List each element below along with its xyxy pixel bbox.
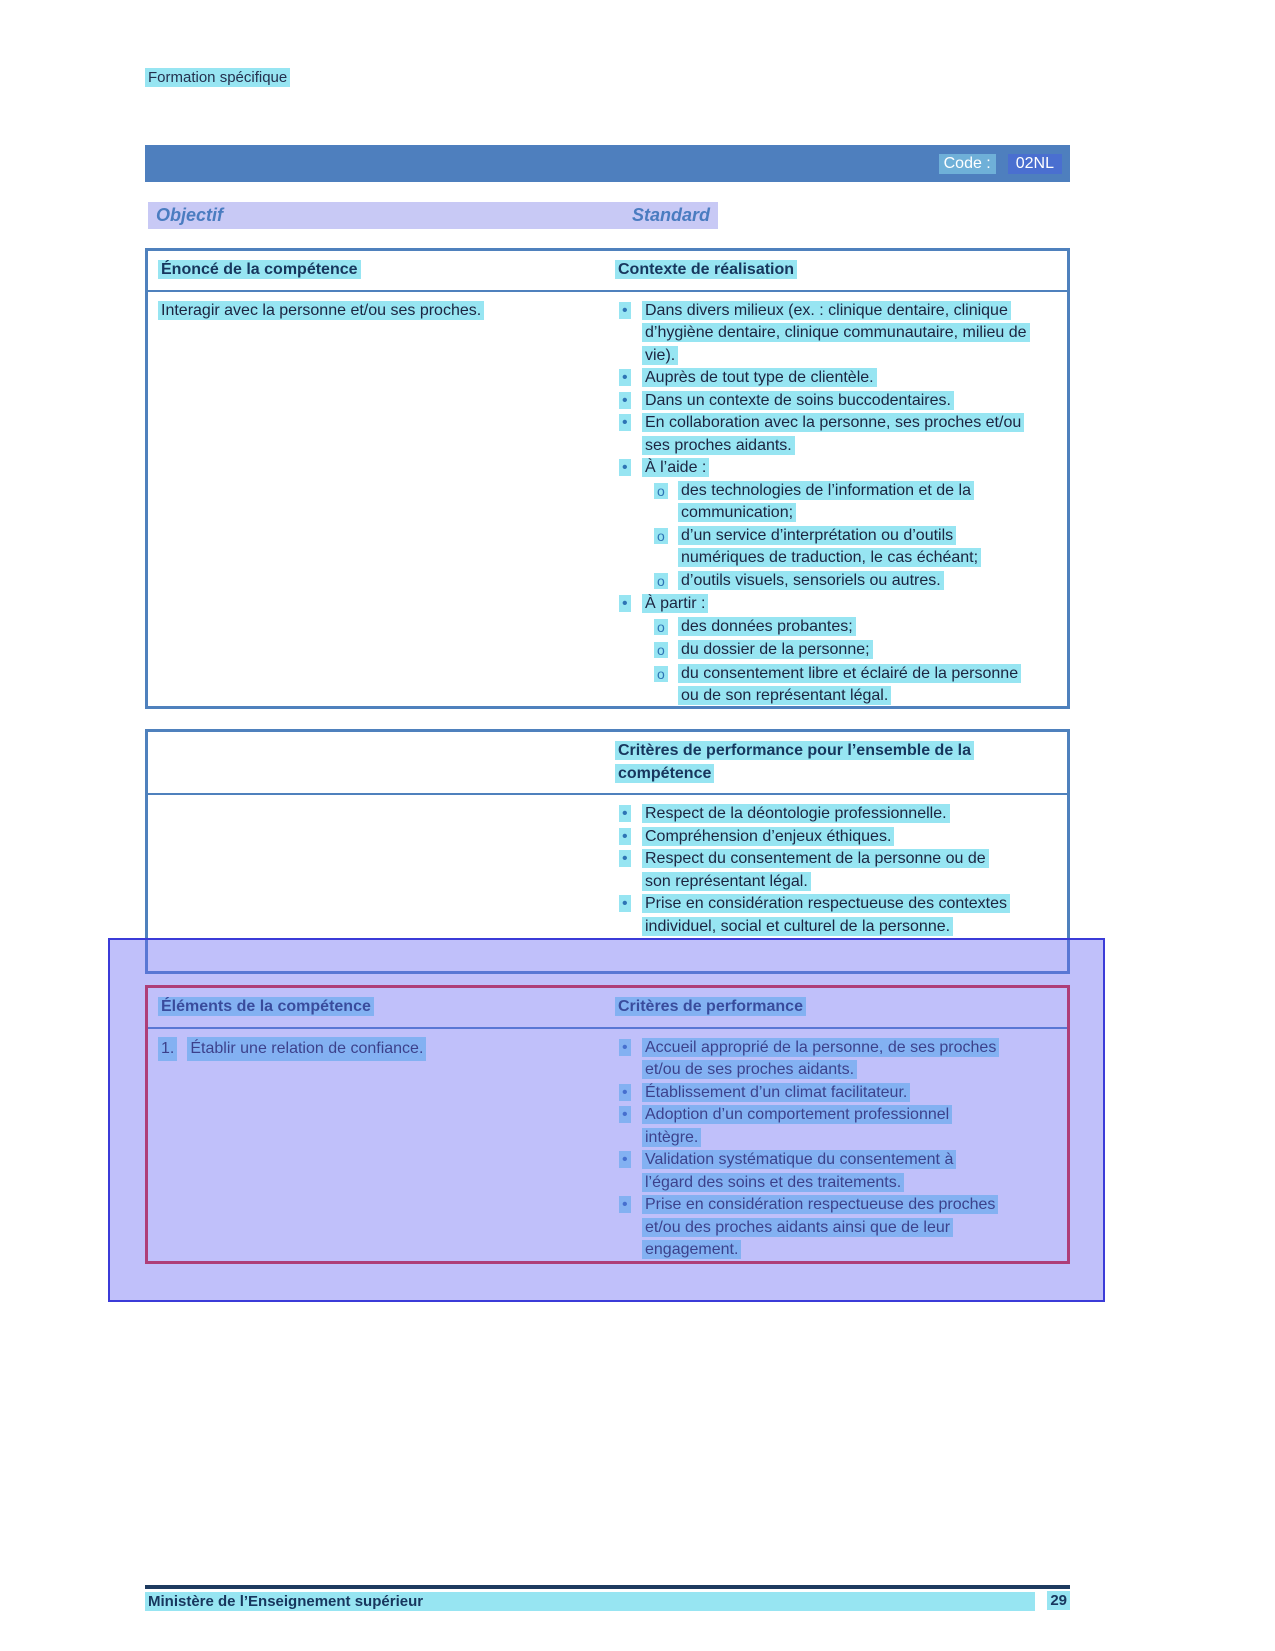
bullet-text: des technologies de l’information et de la communication; (678, 481, 974, 523)
bullet-icon (619, 826, 642, 849)
performance-header-text: Critères de performance pour l’ensemble de la compétence (615, 741, 974, 783)
code-label: Code : (939, 154, 996, 174)
bullet-item (615, 525, 1035, 570)
performance-header-cell (615, 740, 1061, 785)
bullet-text: d’outils visuels, sensoriels ou autres. (678, 571, 944, 590)
bullet-item (615, 593, 1035, 616)
bullet-text: En collaboration avec la personne, ses proches et/ou ses proches aidants. (642, 413, 1024, 455)
bullet-icon (619, 893, 642, 938)
bullet-text: Respect de la déontologie professionnelle. (642, 804, 950, 823)
criteres-header-cell (615, 996, 1061, 1019)
element-number: 1. (158, 1037, 177, 1062)
bullet-text: Dans un contexte de soins buccodentaires. (642, 391, 954, 410)
bullet-icon (619, 1037, 642, 1082)
bullet-text: Dans divers milieux (ex. : clinique dentaire, clinique d’hygiène dentaire, clinique communautaire, milieu de vie). (642, 301, 1030, 365)
bullet-icon (619, 1104, 642, 1149)
bullet-icon (619, 300, 642, 368)
competence-table-body (148, 292, 1067, 710)
element-text: Établir une relation de confiance. (187, 1037, 426, 1062)
elements-header-text: Éléments de la compétence (158, 997, 374, 1016)
competence-table-header (148, 251, 1067, 292)
bullet-text: d’un service d’interprétation ou d’outils numériques de traduction, le cas échéant; (678, 526, 981, 568)
elements-header-cell (158, 996, 615, 1019)
bullet-text: Adoption d’un comportement professionnel intègre. (642, 1105, 952, 1147)
performance-table (145, 729, 1070, 974)
bullet-text: Prise en considération respectueuse des contextes individuel, social et culturel de la personne. (642, 894, 1010, 936)
bullet-text: Établissement d’un climat facilitateur. (642, 1083, 910, 1102)
bullet-text: Compréhension d’enjeux éthiques. (642, 827, 894, 846)
competence-statement: Interagir avec la personne et/ou ses proches. (158, 301, 484, 320)
bullet-icon (619, 1194, 642, 1262)
element-cell (158, 1037, 615, 1262)
performance-table-body (148, 795, 1067, 946)
bullet-icon (619, 848, 642, 893)
standard-heading: Standard (631, 205, 710, 225)
sub-bullet-icon (654, 616, 678, 640)
competence-table (145, 248, 1070, 709)
section-note-text: Formation spécifique (145, 68, 290, 87)
bullet-icon (619, 412, 642, 457)
bullet-icon (619, 803, 642, 826)
sub-bullet-icon (654, 570, 678, 594)
bullet-item (615, 639, 1035, 663)
bullet-icon (619, 367, 642, 390)
bullet-item (615, 390, 1035, 413)
footer-text-cell (145, 1592, 1035, 1611)
criteres-cell (615, 1037, 1061, 1262)
bullet-item (615, 848, 1015, 893)
bullet-item (615, 1149, 1005, 1194)
sub-bullet-icon (654, 480, 678, 525)
bullet-icon (619, 593, 642, 616)
sub-bullet-icon (654, 663, 678, 708)
bullet-item (615, 803, 1015, 826)
bullet-item (615, 570, 1035, 594)
bullet-text: Accueil approprié de la personne, de ses proches et/ou de ses proches aidants. (642, 1038, 999, 1080)
bullet-text: du dossier de la personne; (678, 640, 873, 659)
bullet-icon (619, 1149, 642, 1194)
bullet-item (615, 367, 1035, 390)
bullet-icon (619, 390, 642, 413)
page-number: 29 (1047, 1591, 1070, 1610)
footer-text: Ministère de l’Enseignement supérieur (145, 1592, 1035, 1611)
context-bullet-list (615, 300, 1035, 708)
bullet-item (615, 826, 1015, 849)
bullet-item (615, 1082, 1005, 1105)
bullet-item (615, 480, 1035, 525)
objectif-heading: Objectif (156, 205, 224, 225)
sub-bullet-icon (654, 525, 678, 570)
bullet-text: Respect du consentement de la personne ou de son représentant légal. (642, 849, 989, 891)
col2-header-cell (615, 259, 1061, 282)
elements-table-header (148, 988, 1067, 1029)
bullet-item (615, 663, 1035, 708)
bullet-item (615, 1037, 1005, 1082)
bullet-icon (619, 457, 642, 480)
bullet-text: À l’aide : (642, 458, 709, 477)
bullet-text: du consentement libre et éclairé de la personne ou de son représentant légal. (678, 664, 1021, 706)
col1-header-text: Énoncé de la compétence (158, 260, 361, 279)
elements-table (145, 985, 1070, 1264)
bullet-item (615, 1104, 1005, 1149)
competence-statement-cell (158, 300, 615, 708)
elements-table-body (148, 1029, 1067, 1265)
col1-header-cell (158, 259, 615, 282)
performance-bullet-list (615, 803, 1015, 938)
bullet-item (615, 616, 1035, 640)
empty-header-cell (158, 740, 615, 785)
page-number-cell (1047, 1592, 1070, 1611)
objectif-standard-heading (148, 202, 718, 229)
bullet-icon (619, 1082, 642, 1105)
empty-body-cell (158, 803, 615, 938)
footer-rule (145, 1585, 1070, 1589)
sub-bullet-icon (654, 639, 678, 663)
performance-table-header (148, 732, 1067, 795)
bullet-item (615, 893, 1015, 938)
bullet-item (615, 457, 1035, 480)
bullet-item (615, 300, 1035, 368)
bullet-text: des données probantes; (678, 617, 856, 636)
bullet-text: Auprès de tout type de clientèle. (642, 368, 877, 387)
context-cell (615, 300, 1061, 708)
section-note (145, 69, 290, 86)
bullet-text: À partir : (642, 594, 708, 613)
criteres-header-text: Critères de performance (615, 997, 806, 1016)
bullet-item (615, 412, 1035, 457)
code-banner (145, 145, 1070, 182)
bullet-text: Prise en considération respectueuse des proches et/ou des proches aidants ainsi que de leur engagement. (642, 1195, 998, 1259)
footer (145, 1592, 1070, 1611)
bullet-text: Validation systématique du consentement à l’égard des soins et des traitements. (642, 1150, 956, 1192)
code-value: 02NL (1008, 154, 1062, 174)
criteres-bullet-list (615, 1037, 1005, 1262)
bullet-item (615, 1194, 1005, 1262)
col2-header-text: Contexte de réalisation (615, 260, 797, 279)
performance-cell (615, 803, 1061, 938)
